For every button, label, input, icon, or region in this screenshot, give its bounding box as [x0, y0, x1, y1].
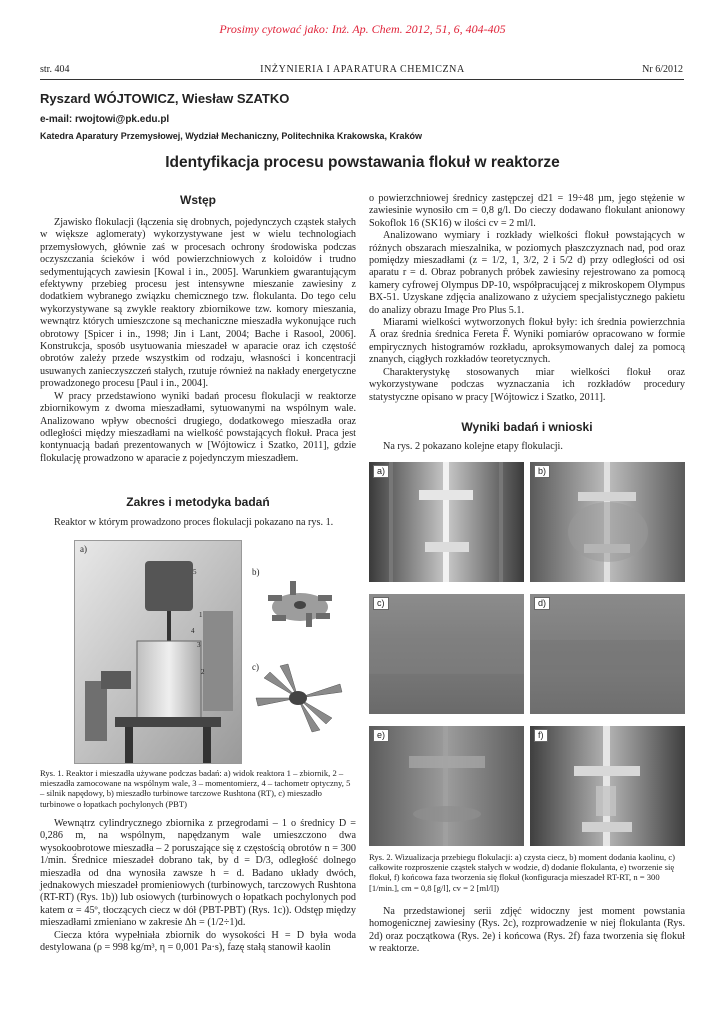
paragraph: o powierzchniowej średnicy zastępczej d21 = 19÷48 µm, jego stężenie w zawiesinie wynosiło cm = 0,8 g/l. Do cieczy dodawano flokulant anionowy Sokoflok 16 (SK16) w ilości cv = 2 ml/l.: [369, 193, 685, 229]
panel-label-b: b): [534, 465, 550, 478]
header-rule: [40, 79, 684, 80]
figure1-caption: Rys. 1. Reaktor i mieszadła używane podczas badań: a) widok reaktora 1 – zbiornik, 2 – mieszadła zamocowane na wspólnym wale, 3 – momentomierz, 4 – tachometr optyczny, 5 – silnik napędowy, b) mieszadło turbinowe tarczowe Rushtona (RT), c) mieszadło turbinowe o łopatkach pochylonych (PBT): [40, 768, 351, 809]
heading-intro: Wstęp: [180, 193, 216, 207]
callout-5: 5: [193, 568, 197, 576]
paragraph: Zjawisko flokulacji (łączenia się drobnych, pojedynczych cząstek stałych w większe aglomeraty) wykorzystywane jest w wielu technologiach przemysłowych, głównie zaś w procesach ochrony środowiska podczas oczyszczania ścieków i wód powierzchniowych z koloidów i trudno sedymentujących zawiesin [Kowal i in., 2005]. Warunkiem gwarantującym efektywny przebieg procesu jest intensywne mieszanie zawiesiny z dodatkiem wybranego związku chemicznego tzw. flokulanta. Do tego celu wykorzystywane są zwykle reaktory zbiornikowe tzw. komory mieszania, wewnątrz których umieszczone są mechaniczne mieszadła wykonujące ruch obrotowy [Spicer i in., 1998; Jin i Lant, 2004; Bache i Rasool, 2006]. Konstrukcja, sposób usytuowania mieszadeł w aparacie oraz ich częstość obrotów zależy przede wszystkim od rodzaju, własności i koncentracji usuwanych zanieczyszczeń stałych, rzutuje również na nakłady energetyczne prowadzonego procesu [Paul i in., 2004].: [40, 217, 356, 390]
callout-4: 4: [191, 627, 195, 635]
paragraph: W pracy przedstawiono wyniki badań procesu flokulacji w reaktorze zbiornikowym z dwoma mieszadłami, sytuowanymi na wspólnym wale. Analizowano wpływ obecności drugiego, dodatkowego mieszadła oraz odległości między mieszadłami na wielkość powstających flokuł. Praca jest kontynuacją badań prezentowanych w [Wójtowicz i Szatko, 2011], gdzie flokulację prowadzono w aparacie z pojedynczym mieszadłem.: [40, 390, 356, 464]
rushton-turbine-icon: [250, 565, 346, 639]
methods-text: [40, 818, 356, 954]
citation-banner: Prosimy cytować jako: Inż. Ap. Chem. 2012, 51, 6, 404-405: [219, 22, 506, 36]
materials-text: [369, 193, 685, 404]
pbt-turbine-photo: [250, 660, 346, 734]
affiliation: Katedra Aparatury Przemysłowej, Wydział Mechaniczny, Politechnika Krakowska, Kraków: [40, 131, 422, 141]
results-intro-text: [369, 441, 685, 453]
paragraph: Analizowano wymiary i rozkłady wielkości flokuł powstających w różnych obszarach mieszalnika, w poziomych płaszczyznach nad, pod oraz pomiędzy mieszadłami (z = 1/2, 1, 3/2, 2 i 5/2 d) przy odległości od osi aparatu r = d. Obraz pobranych próbek zawiesiny rejestrowano za pomocą kamery cyfrowej Olympus DP-10, współpracującej z mikroskopem Olympus BX-51. Uzyskane zdjęcia analizowano z użyciem specjalistycznego pakietu do analizy obrazu Image Pro Plus 5.1.: [369, 230, 685, 316]
intro-text: [40, 217, 356, 465]
panel-b: [530, 462, 685, 582]
results-text: [369, 906, 685, 956]
callout-2: 2: [201, 668, 205, 676]
panel-c-image: [369, 594, 524, 714]
panel-a: [369, 462, 524, 582]
fig1-label-c: c): [252, 662, 259, 672]
issue-number: Nr 6/2012: [642, 64, 683, 75]
panel-d-image: [530, 594, 685, 714]
panel-label-c: c): [373, 597, 389, 610]
callout-1: 1: [199, 611, 203, 619]
panel-f: [530, 726, 685, 846]
panel-e: [369, 726, 524, 846]
reactor-illustration: [75, 541, 241, 763]
panel-c: [369, 594, 524, 714]
figure2-grid: [369, 462, 685, 850]
fig1-label-a: a): [80, 544, 87, 554]
panel-label-a: a): [373, 465, 389, 478]
reactor-photo: [74, 540, 242, 764]
paragraph: Na przedstawionej serii zdjęć widoczny jest moment powstania homogenicznej zawiesiny (Rys. 2c), rozprowadzenie w niej flokulanta (Rys. 2d) oraz początkowa (Rys. 2e) i końcowa (Rys. 2f) faza tworzenia się flokuł w reaktorze.: [369, 906, 685, 955]
paper-title: Identyfikacja procesu powstawania flokuł w reaktorze: [165, 154, 560, 171]
authors: Ryszard WÓJTOWICZ, Wiesław SZATKO: [40, 91, 290, 106]
page-number: str. 404: [40, 64, 70, 75]
panel-b-image: [530, 462, 685, 582]
figure2-caption: Rys. 2. Wizualizacja przebiegu flokulacji: a) czysta ciecz, b) moment dodania kaolinu, c) całkowite rozproszenie cząstek stałych w wodzie, d) dodanie flokulanta, e) tworzenie się flokuł, f) końcowa faza tworzenia się flokuł (konfiguracja mieszadeł RT-RT, n = 300 [1/min.], cm = 0,8 [g/l], cv = 2 [ml/l]): [369, 852, 676, 893]
paragraph: Charakterystykę stosowanych miar wielkości flokuł oraz wykorzystywane podczas wyznaczania ich rozkładów procedury statystyczne opisano w pracy [Wójtowicz i Szatko, 2011].: [369, 366, 685, 403]
panel-d: [530, 594, 685, 714]
panel-label-d: d): [534, 597, 550, 610]
panel-a-image: [369, 462, 524, 582]
panel-f-image: [530, 726, 685, 846]
heading-methods: Zakres i metodyka badań: [126, 495, 270, 509]
pitched-blade-turbine-icon: [250, 660, 346, 734]
heading-results: Wyniki badań i wnioski: [461, 420, 593, 434]
methods-intro-text: [40, 517, 356, 529]
paragraph: Miarami wielkości wytworzonych flokuł były: ich średnia powierzchnia Ā oraz średnia średnica Fereta F̄. Wyniki pomiarów opracowano w formie empirycznych histogramów rozkładu, aproksymowanych dalej za pomocą znanych, ciągłych rozkładów teoretycznych.: [369, 317, 685, 366]
rushton-turbine-photo: [250, 565, 346, 639]
email: e-mail: rwojtowi@pk.edu.pl: [40, 114, 170, 125]
paragraph: Na rys. 2 pokazano kolejne etapy flokulacji.: [383, 441, 563, 452]
journal-name: INŻYNIERIA I APARATURA CHEMICZNA: [260, 64, 465, 75]
fig1-label-b: b): [252, 567, 260, 577]
paragraph: Wewnątrz cylindrycznego zbiornika z przegrodami – 1 o średnicy D = 0,286 m, na wspólnym, napędzanym wale umieszczono dwa wysokoobrotowe mieszadła – 2 poruszające się z częstością obrotów n = 300 1/min. Średnice mieszadeł dobrano tak, by d = D/3, odległość dolnego mieszadła od dna wynosiła zawsze h = d. Badano układy dwóch, jednakowych mieszadeł promieniowych (turbinowych, tarczowych Rushtona (RT-RT) (Rys. 1b)) lub osiowych (turbinowych o łopatkach pochylonych pod katem α = 45º, tłoczących ciecz w dół (PBT-PBT) (Rys. 1c)). Odstęp między mieszadłami zmieniano w zakresie Δh = (1/2÷1)d.: [40, 818, 356, 929]
callout-3: 3: [197, 641, 201, 649]
panel-e-image: [369, 726, 524, 846]
panel-label-e: e): [373, 729, 389, 742]
paragraph: Ciecza która wypełniała zbiornik do wysokości H = D była woda destylowana (ρ = 998 kg/m³, η = 0,001 Pa·s), fazę stałą stanowił kaolin: [40, 929, 356, 954]
panel-label-f: f): [534, 729, 548, 742]
paragraph: Reaktor w którym prowadzono proces flokulacji pokazano na rys. 1.: [54, 517, 334, 528]
